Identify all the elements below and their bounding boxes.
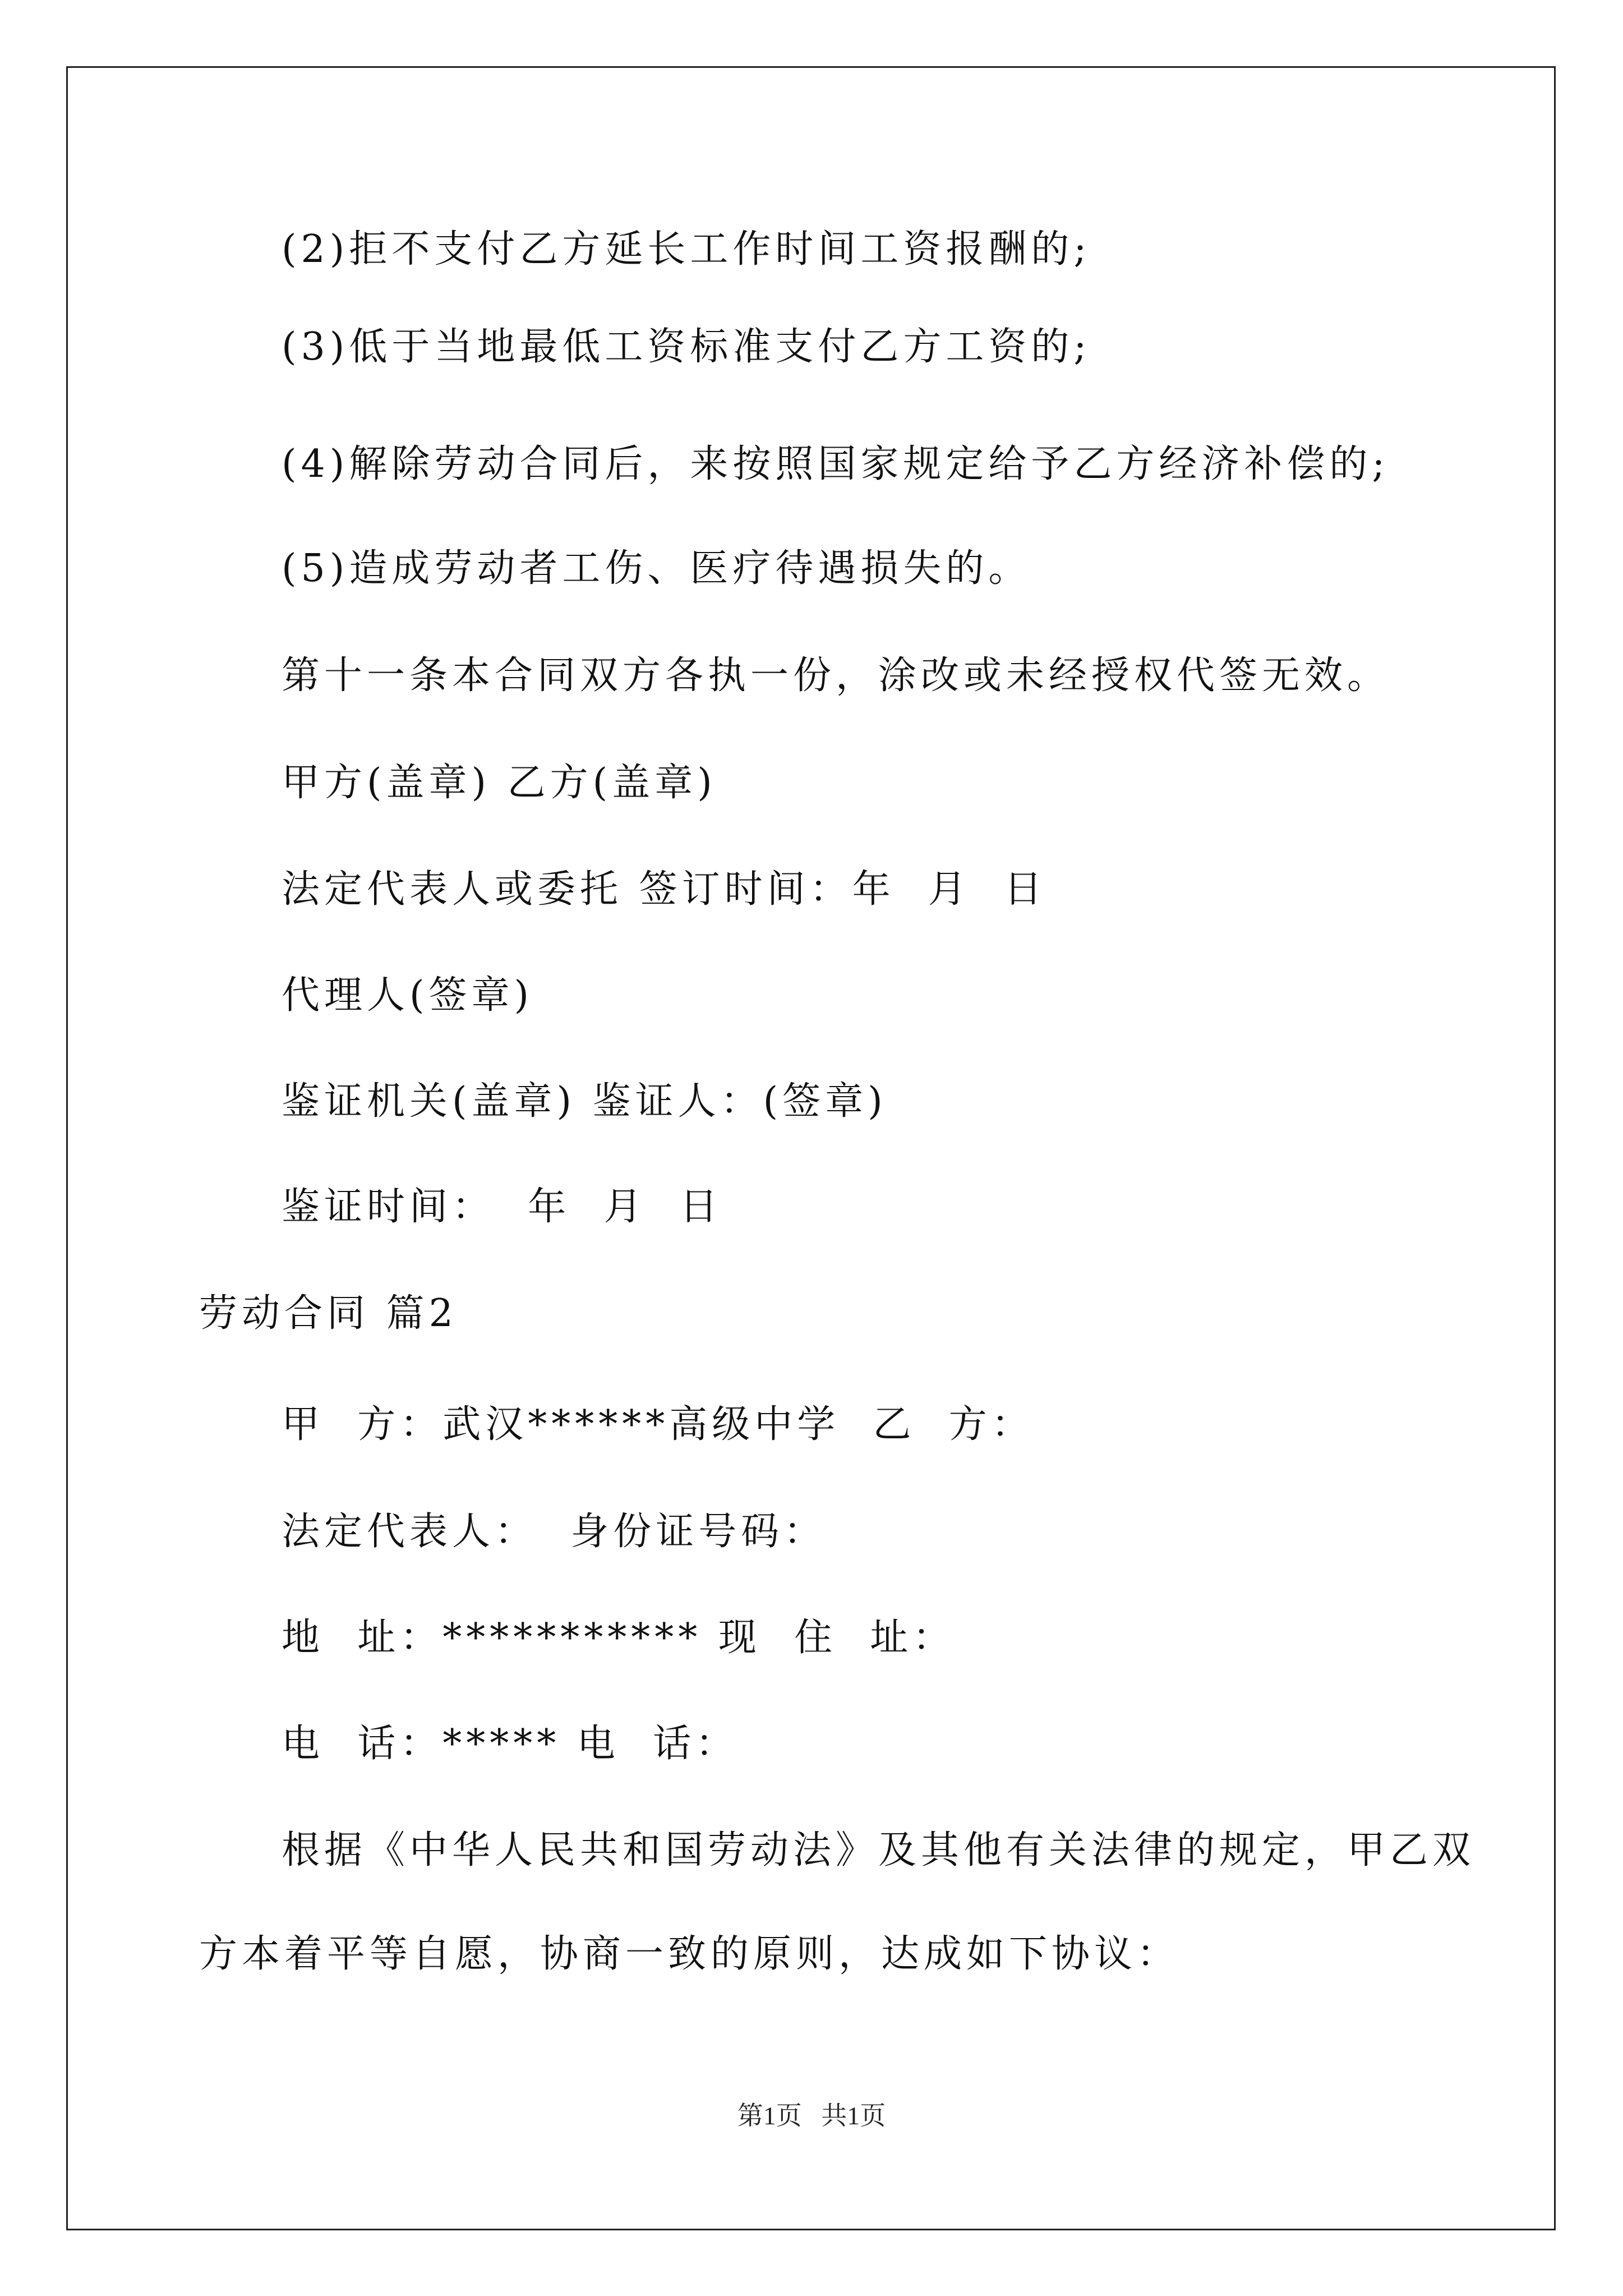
article-eleven: 第十一条本合同双方各执一份，涂改或未经授权代签无效。 (282, 654, 1390, 698)
party-names: 甲 方：武汉******高级中学 乙 方： (282, 1402, 1034, 1447)
phone-line: 电 话：***** 电 话： (282, 1722, 739, 1766)
authentication-date: 鉴证时间： 年 月 日 (282, 1185, 722, 1229)
clause-item-4: (4)解除劳动合同后，来按照国家规定给予乙方经济补偿的; (282, 442, 1390, 486)
preamble-line-1: 根据《中华人民共和国劳动法》及其他有关法律的规定，甲乙双 (282, 1828, 1476, 1872)
clause-item-2: (2)拒不支付乙方延长工作时间工资报酬的; (282, 227, 1091, 272)
agent-signature: 代理人(签章) (282, 973, 534, 1018)
address-line: 地 址：*********** 现 住 址： (282, 1616, 956, 1660)
section-heading: 劳动合同 篇2 (199, 1291, 458, 1336)
page-border (66, 66, 1556, 2230)
preamble-line-2: 方本着平等自愿，协商一致的原则，达成如下协议： (199, 1932, 1180, 1976)
clause-item-5: (5)造成劳动者工伤、医疗待遇损失的。 (282, 546, 1031, 591)
page-footer: 第1页 共1页 (737, 2101, 886, 2130)
clause-item-3: (3)低于当地最低工资标准支付乙方工资的; (282, 325, 1091, 369)
legal-rep-id: 法定代表人： 身份证号码： (282, 1510, 827, 1554)
authentication-agency: 鉴证机关(盖章) 鉴证人：(签章) (282, 1079, 887, 1124)
legal-rep-sign-date: 法定代表人或委托 签订时间：年 月 日 (282, 867, 1047, 912)
signature-parties: 甲方(盖章) 乙方(盖章) (282, 761, 717, 805)
